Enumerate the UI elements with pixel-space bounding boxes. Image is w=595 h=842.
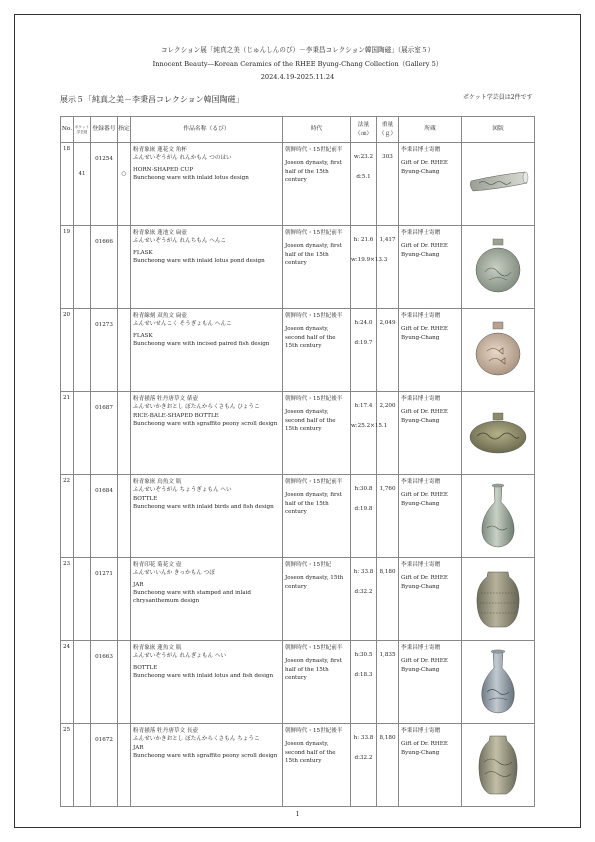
period-ja: 朝鮮時代・15世紀 [285,562,332,568]
size-primary: h: 21.6 [353,237,374,243]
long-jar-image [475,732,521,798]
name-cell [131,309,283,392]
size-secondary: d:32.2 [354,589,373,596]
name-en-desc: Buncheong ware with inlaid birds and fish design [133,503,274,510]
weight-value: 303 [382,154,393,160]
item-number: 24 [61,641,74,724]
owner-ja: 李秉昌博士寄贈 [401,728,441,734]
owner-en: Gift of Dr. RHEE Byung-Chang [401,658,448,673]
table-row [61,475,535,558]
period-en: Joseon dynasty, 15th century [285,575,344,590]
pocket-cell [74,143,91,226]
table-row [61,143,535,226]
size-secondary: d:18.3 [354,672,373,679]
image-cell [462,475,535,558]
weight-cell [377,641,399,724]
section-title: 展示５「純真之美－李秉昌コレクション韓国陶磁」 [60,95,244,104]
col-period: 時代 [283,117,351,143]
weight-cell [377,724,399,807]
registration-number: 01687 [95,405,113,411]
size-secondary: w:19.9×13.3 [351,257,388,264]
owner-cell [399,475,462,558]
name-cell [131,143,283,226]
designated-cell [118,558,131,641]
catalog-table [60,116,535,807]
owner-en: Gift of Dr. RHEE Byung-Chang [401,409,448,424]
pocket-curator-note: ポケット学芸員は2件です [463,94,533,101]
period-en: Joseon dynasty, first half of the 15th century [285,658,342,681]
size-cell [351,309,377,392]
name-ja: 粉青掻落 牡丹唐草文 俵壺 [133,396,199,402]
table-row [61,641,535,724]
pocket-cell [74,558,91,641]
col-weight: 重量（ｇ） [377,117,399,143]
exhibition-title-en: Innocent Beauty―Korean Ceramics of the RHEE Byung-Chang Collection（Gallery 5） [152,59,443,68]
reg-cell [91,309,118,392]
lotus-fish-bottle-image [476,648,520,716]
name-en-desc: Buncheong ware with stamped and inlaid chrysanthemum design [133,589,251,605]
period-cell [283,392,351,475]
name-cell [131,392,283,475]
name-cell [131,558,283,641]
name-en-title: BOTTLE [133,495,158,502]
image-cell [462,143,535,226]
name-ja: 粉青象嵌 鳥魚文 瓶 [133,479,182,485]
name-ja: 粉青掻落 牡丹唐草文 長壺 [133,728,199,734]
table-row [61,309,535,392]
weight-cell [377,309,399,392]
reg-cell [91,641,118,724]
name-en-title: RICE-BALE-SHAPED BOTTLE [133,412,219,419]
item-number: 18 [61,143,74,226]
designation-mark: ○ [121,171,127,177]
name-cell [131,641,283,724]
weight-value: 1,417 [379,237,396,243]
col-reg: 登録番号 [91,117,118,143]
reg-cell [91,392,118,475]
size-primary: w:23.2 [353,154,374,160]
designated-cell [118,724,131,807]
period-en: Joseon dynasty, first half of the 15th century [285,492,342,515]
size-primary: h:30.8 [354,486,373,492]
period-ja: 朝鮮時代・15世紀前半 [285,147,343,153]
image-cell [462,641,535,724]
name-ruby: ふんせいぞうがん れんちもん へんこ [133,238,227,245]
name-ja: 粉青象嵌 蓮池文 扁壺 [133,230,187,236]
item-number: 20 [61,309,74,392]
size-secondary: d:5.1 [356,174,371,181]
item-number: 23 [61,558,74,641]
period-en: Joseon dynasty, second half of the 15th century [285,326,336,349]
size-secondary: d:19.7 [354,340,373,347]
size-primary: h:30.5 [354,652,373,658]
table-header-row [61,117,535,143]
name-ruby: ふんせいぞうがん ちょうぎょもん へい [133,487,232,494]
size-cell [351,641,377,724]
owner-ja: 李秉昌博士寄贈 [401,230,441,236]
name-ruby: ふんせいぞうがん れんかもん つのはい [133,155,232,162]
period-en: Joseon dynasty, first half of the 15th century [285,160,342,183]
name-en-desc: Buncheong ware with inlaid lotus design [133,174,249,181]
owner-ja: 李秉昌博士寄贈 [401,147,441,153]
registration-number: 01271 [95,571,113,577]
weight-value: 8,180 [379,735,396,741]
owner-en: Gift of Dr. RHEE Byung-Chang [401,741,448,756]
owner-cell [399,309,462,392]
owner-cell [399,392,462,475]
size-cell [351,558,377,641]
registration-number: 01672 [95,737,113,743]
name-en-title: JAR [133,744,144,751]
period-ja: 朝鮮時代・15世紀前半 [285,479,343,485]
weight-cell [377,558,399,641]
size-primary: h:24.0 [354,320,373,326]
document-header [0,44,595,85]
table-row [61,392,535,475]
period-cell [283,475,351,558]
table-row [61,226,535,309]
size-secondary: d:19.8 [354,506,373,513]
size-secondary: d:32.2 [354,755,373,762]
image-cell [462,309,535,392]
name-en-desc: Buncheong ware with incised paired fish design [133,340,270,347]
size-cell [351,475,377,558]
registration-number: 01663 [95,654,113,660]
col-owner: 所蔵 [399,117,462,143]
owner-en: Gift of Dr. RHEE Byung-Chang [401,492,448,507]
name-en-title: JAR [133,581,144,588]
image-cell [462,226,535,309]
designated-cell [118,226,131,309]
name-cell [131,475,283,558]
owner-ja: 李秉昌博士寄贈 [401,396,441,402]
name-ja: 粉青象嵌 蓮魚文 瓶 [133,645,182,651]
owner-cell [399,143,462,226]
horn-cup-image [467,169,529,199]
name-ruby: ふんせいかきおとし ぼたんからくさもん ちょうこ [133,736,260,743]
weight-value: 1,760 [379,486,396,492]
pocket-cell [74,309,91,392]
period-cell [283,226,351,309]
name-en-title: FLASK [133,332,153,339]
owner-ja: 李秉昌博士寄贈 [401,645,441,651]
weight-value: 1,835 [379,652,396,658]
owner-cell [399,724,462,807]
reg-cell [91,558,118,641]
name-ruby: ふんせいいんか きっかもん つぼ [133,570,215,577]
period-en: Joseon dynasty, second half of the 15th century [285,741,336,764]
image-cell [462,392,535,475]
col-size: 法量（㎝） [351,117,377,143]
weight-cell [377,226,399,309]
period-cell [283,558,351,641]
designated-cell [118,475,131,558]
weight-cell [377,143,399,226]
designated-cell [118,392,131,475]
owner-cell [399,558,462,641]
period-ja: 朝鮮時代・15世紀前半 [285,645,343,651]
rice-bale-bottle-image [467,410,529,456]
period-cell [283,143,351,226]
owner-en: Gift of Dr. RHEE Byung-Chang [401,326,448,341]
fish-flask-image [473,319,523,381]
size-secondary: w:25.2×15.1 [351,423,388,430]
pocket-cell [74,641,91,724]
name-cell [131,226,283,309]
period-ja: 朝鮮時代・15世紀前半 [285,230,343,236]
name-en-desc: Buncheong ware with sgraffito peony scroll design [133,420,278,427]
image-cell [462,558,535,641]
reg-cell [91,226,118,309]
item-number: 25 [61,724,74,807]
owner-cell [399,641,462,724]
pocket-cell [74,475,91,558]
owner-en: Gift of Dr. RHEE Byung-Chang [401,160,448,175]
period-en: Joseon dynasty, first half of the 15th century [285,243,342,266]
name-en-desc: Buncheong ware with sgraffito peony scroll design [133,752,278,759]
pocket-cell [74,392,91,475]
page-number: 1 [295,811,300,818]
pocket-cell [74,226,91,309]
weight-value: 2,200 [379,403,396,409]
name-ja: 粉青象嵌 蓮花文 角杯 [133,147,187,153]
reg-cell [91,143,118,226]
col-name: 作品名称（るび） [131,117,283,143]
period-cell [283,724,351,807]
name-ja: 粉青印花 菊花文 壺 [133,562,182,568]
size-primary: h: 33.8 [353,735,374,741]
designated-cell [118,309,131,392]
weight-value: 2,049 [379,320,396,326]
name-en-desc: Buncheong ware with inlaid lotus pond design [133,257,265,264]
item-number: 21 [61,392,74,475]
period-cell [283,641,351,724]
col-designated: 指定 [118,117,131,143]
size-primary: h:17.4 [354,403,373,409]
owner-ja: 李秉昌博士寄贈 [401,562,441,568]
image-cell [462,724,535,807]
reg-cell [91,724,118,807]
name-ruby: ふんせいぞうがん れんぎょもん へい [133,653,227,660]
owner-en: Gift of Dr. RHEE Byung-Chang [401,575,448,590]
period-ja: 朝鮮時代・15世紀後半 [285,313,343,319]
weight-cell [377,475,399,558]
weight-value: 8,180 [379,569,396,575]
pocket-number: 41 [78,171,86,177]
exhibition-title-ja: コレクション展「純真之美（じゅんしんのび）－李秉昌コレクション韓国陶磁」（展示室５） [160,46,435,54]
registration-number: 01254 [95,156,113,162]
owner-ja: 李秉昌博士寄贈 [401,479,441,485]
registration-number: 01273 [95,322,113,328]
size-cell [351,143,377,226]
name-en-title: HORN-SHAPED CUP [133,166,194,173]
period-ja: 朝鮮時代・15世紀後半 [285,728,343,734]
bottle-image [475,482,521,550]
pocket-cell [74,724,91,807]
name-en-title: FLASK [133,249,153,256]
name-cell [131,724,283,807]
col-image: 図版 [462,117,535,143]
registration-number: 01666 [95,239,113,245]
name-ja: 粉青線刻 双魚文 扁壺 [133,313,187,319]
jar-image [473,567,523,631]
col-pocket: ポケット学芸員 [74,117,91,143]
item-number: 22 [61,475,74,558]
reg-cell [91,475,118,558]
designated-cell [118,143,131,226]
name-ruby: ふんせいせんこく そうぎょもん へんこ [133,321,232,328]
owner-en: Gift of Dr. RHEE Byung-Chang [401,243,448,258]
exhibition-dates: 2024.4.19-2025.11.24 [260,73,335,81]
registration-number: 01684 [95,488,113,494]
name-en-title: BOTTLE [133,664,158,671]
size-cell [351,724,377,807]
designated-cell [118,641,131,724]
period-en: Joseon dynasty, second half of the 15th century [285,409,336,432]
col-no: No. [61,117,74,143]
owner-cell [399,226,462,309]
weight-cell [377,392,399,475]
item-number: 19 [61,226,74,309]
owner-ja: 李秉昌博士寄贈 [401,313,441,319]
period-ja: 朝鮮時代・15世紀後半 [285,396,343,402]
table-row [61,558,535,641]
period-cell [283,309,351,392]
name-en-desc: Buncheong ware with inlaid lotus and fish design [133,672,274,679]
size-primary: h: 33.8 [353,569,374,575]
name-ruby: ふんせいかきおとし ぼたんからくさもん ひょうこ [133,404,260,411]
flask-image [473,236,523,298]
table-row [61,724,535,807]
